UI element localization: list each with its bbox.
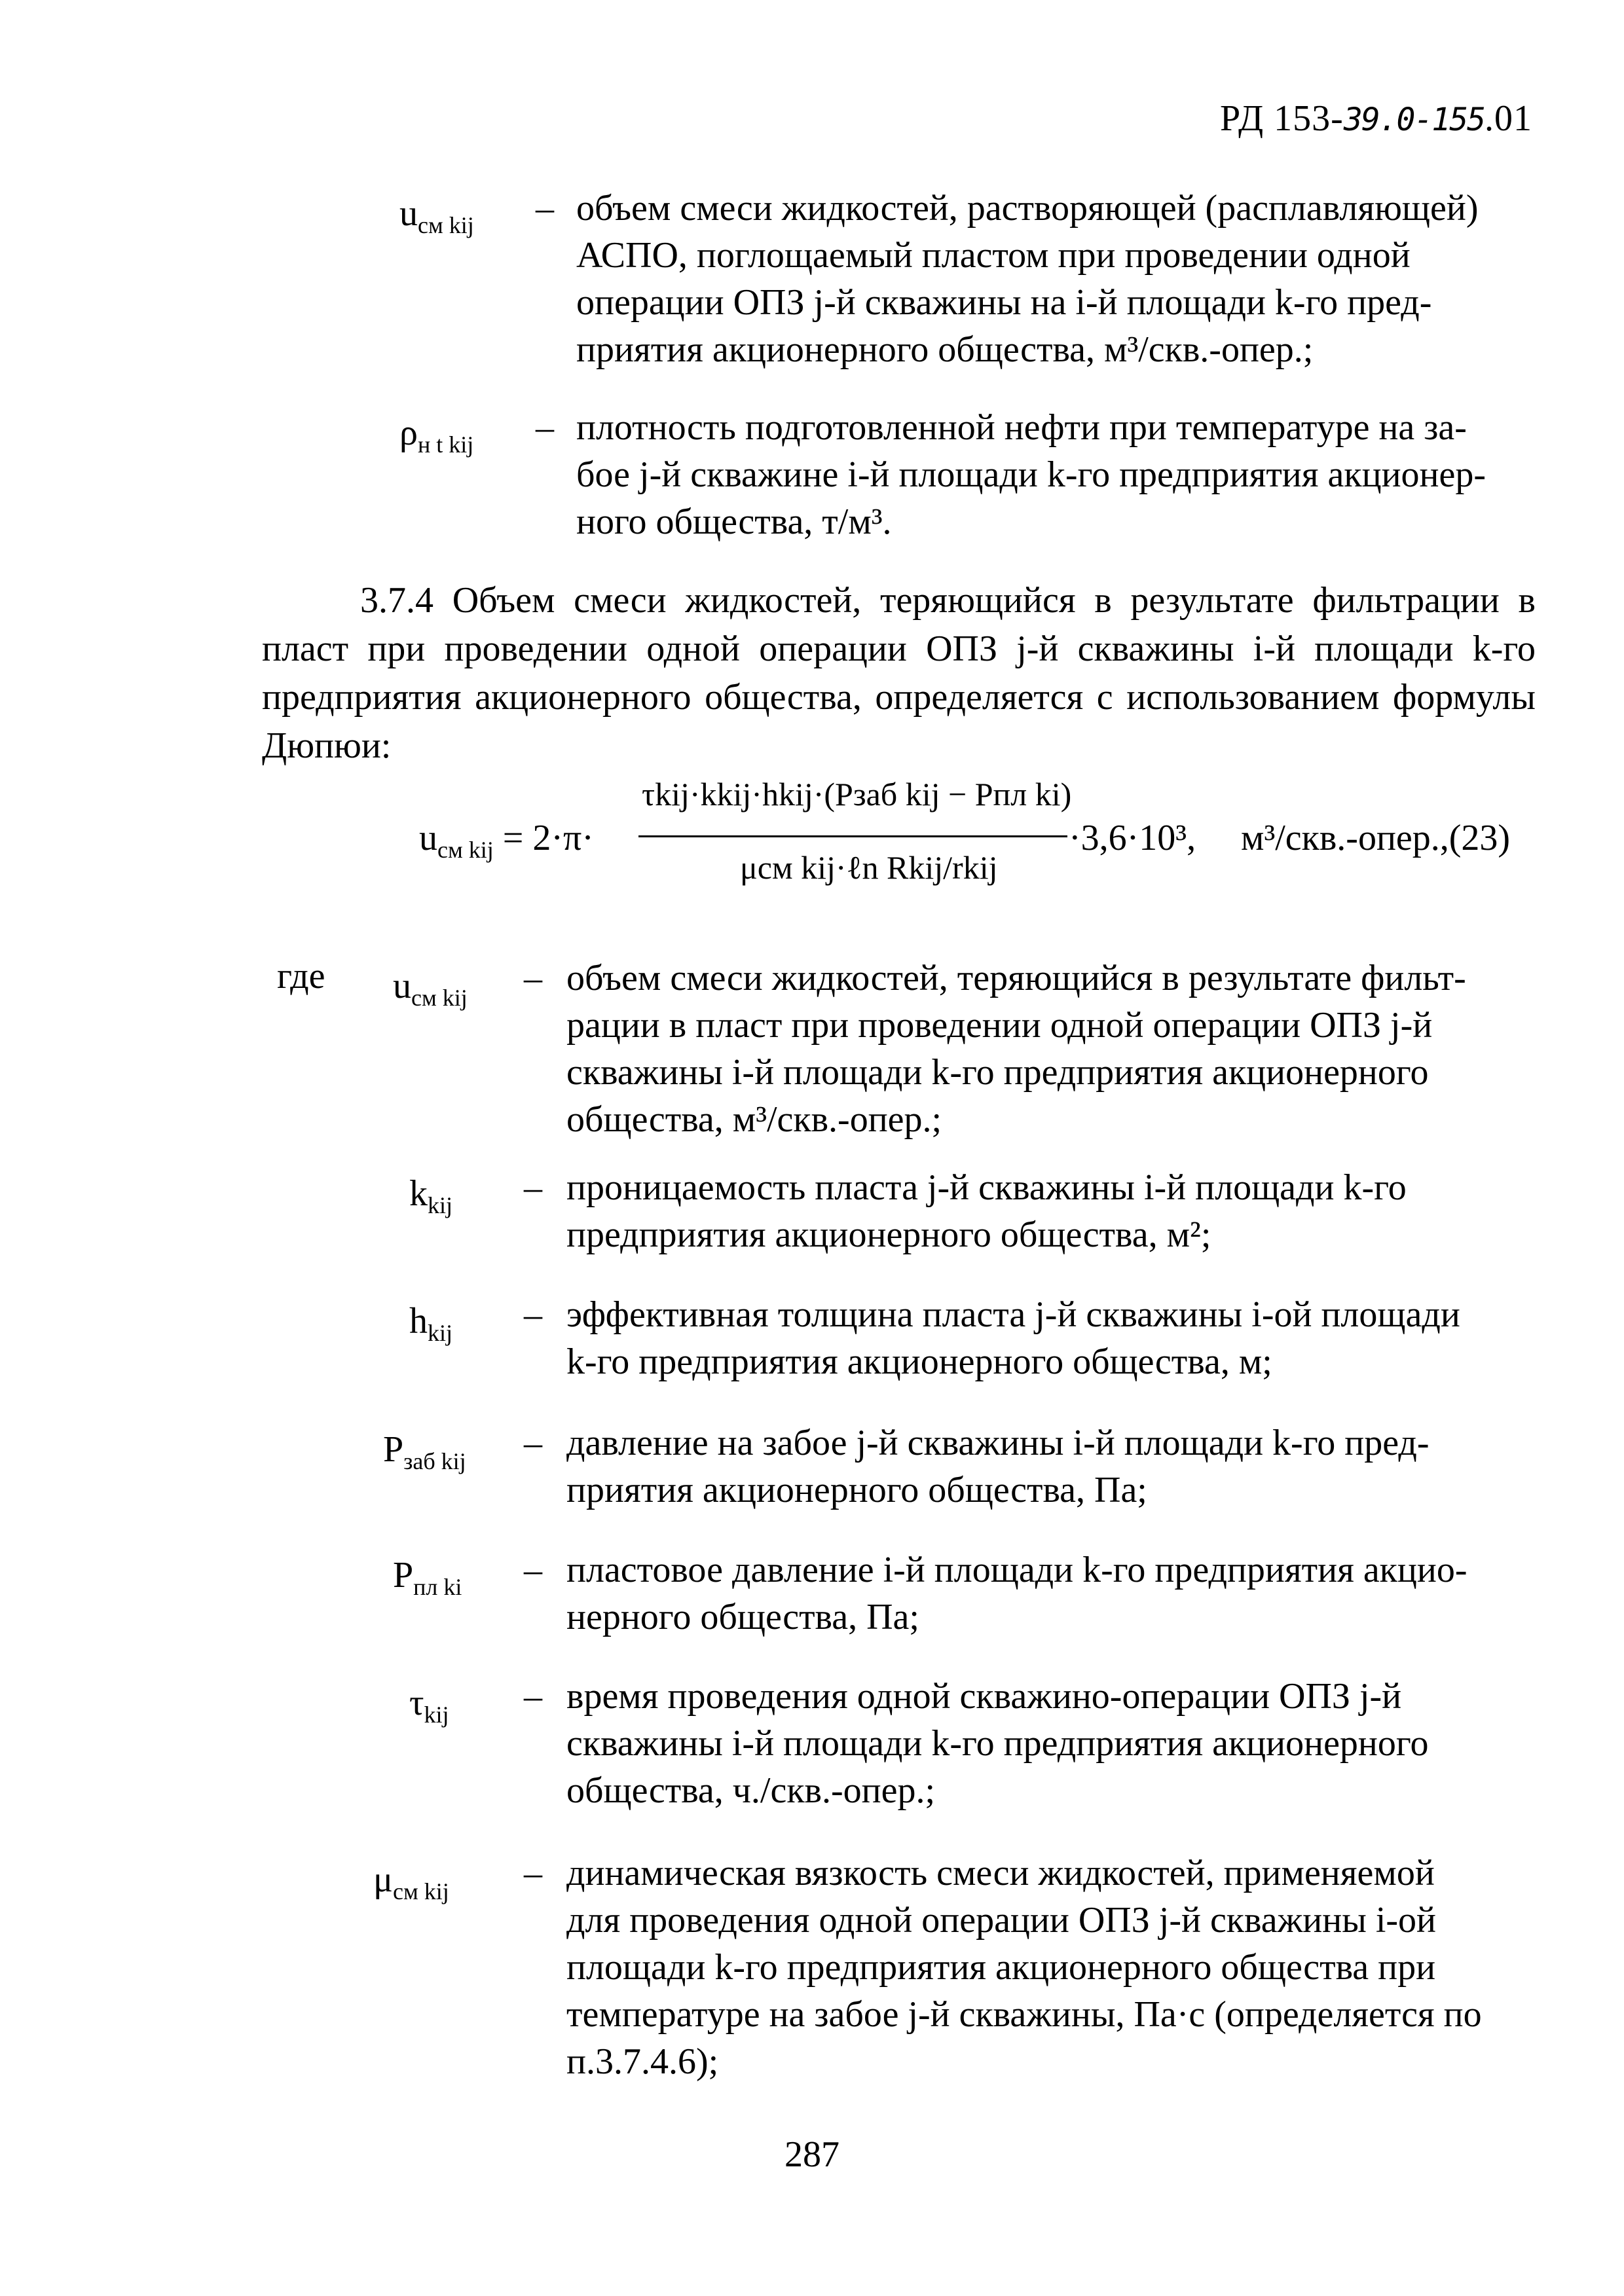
formula-numerator: τkij·kkij·hkij·(Pзаб kij − Pпл ki) [642,776,1072,812]
document-code [1220,95,1532,143]
where-label: где [277,956,325,996]
definition-text: динамическая вязкость смеси жидкостей, применяемой для проведения одной операции ОПЗ j-й скважины i-ой площади k-го предприятия акционерного общества при температуре на забое j-й скважины, Па·с (определяется по п.3.7.4.6); [566,1853,1482,2082]
definition-dash: – [536,188,554,228]
page-number: 287 [784,2134,840,2175]
definition-symbol: $u_{см kij}$ [393,966,468,1011]
section-paragraph: 3.7.4 Объем смеси жидкостей, теряющийся в результате фильтрации в пласт при проведении одной операции ОПЗ j-й скважины i-й площади k-го предприятия акционерного общества, определяется с использованием формулы Дюпюи: [262,580,1536,766]
definition-dash: – [524,1167,542,1208]
formula-units: м³/скв.-опер.,(23) [1241,818,1511,858]
formula-lhs: $u_{см kij} = 2\cdot\pi\cdot$ [419,818,594,863]
definition-dash: – [524,1294,542,1335]
definition-dash: – [524,958,542,998]
formula-factor: ·3,6·10³, [1069,818,1196,858]
fraction-bar [638,835,1067,837]
definition-text: эффективная толщина пласта j-й скважины i-ой площади k-го предприятия акционерного общества, м; [566,1294,1460,1382]
definition-dash: – [524,1550,542,1590]
definition-symbol: $P_{пл ki}$ [393,1555,462,1600]
definition-text: время проведения одной скважино-операции ОПЗ j-й скважины i-й площади k-го предприятия акционерного общества, ч./скв.-опер.; [566,1676,1429,1811]
definition-symbol: $P_{заб kij}$ [383,1429,466,1474]
document-code-suffix: .01 [1485,98,1532,139]
definition-symbol: $u_{см kij}$ [399,193,474,238]
definition-text: объем смеси жидкостей, растворяющей (расплавляющей) АСПО, поглощаемый пластом при проведении одной операции ОПЗ j-й скважины на i-й площади k-го пред- приятия акционерного общества, м³/скв.-опер.; [576,188,1479,370]
handwritten-number: 39.0-155 [1343,101,1485,138]
definition-symbol: $\mu_{см kij}$ [373,1859,449,1904]
definition-symbol: $\tau_{kij}$ [409,1683,449,1728]
definition-dash: – [536,407,554,448]
definition-symbol: $k_{kij}$ [409,1173,453,1218]
formula-denominator: μсм kij·ℓn Rkij/rkij [740,849,998,886]
definition-dash: – [524,1853,542,1893]
definition-text: проницаемость пласта j-й скважины i-й площади k-го предприятия акционерного общества, м²; [566,1167,1407,1255]
definition-text: плотность подготовленной нефти при температуре на за- бое j-й скважине i-й площади k-го предприятия акционер- ного общества, т/м³. [576,407,1486,542]
definition-text: объем смеси жидкостей, теряющийся в результате фильт- рации в пласт при проведении одной операции ОПЗ j-й скважины i-й площади k-го предприятия акционерного общества, м³/скв.-опер.; [566,958,1466,1140]
definition-text: пластовое давление i-й площади k-го предприятия акцио- нерного общества, Па; [566,1550,1467,1637]
definition-symbol: $\rho_{н t kij}$ [399,412,474,458]
definition-dash: – [524,1423,542,1463]
definition-text: давление на забое j-й скважины i-й площади k-го пред- приятия акционерного общества, Па; [566,1423,1430,1510]
document-code-prefix: РД 153- [1220,98,1344,139]
definition-symbol: $h_{kij}$ [409,1301,453,1346]
definition-dash: – [524,1676,542,1717]
